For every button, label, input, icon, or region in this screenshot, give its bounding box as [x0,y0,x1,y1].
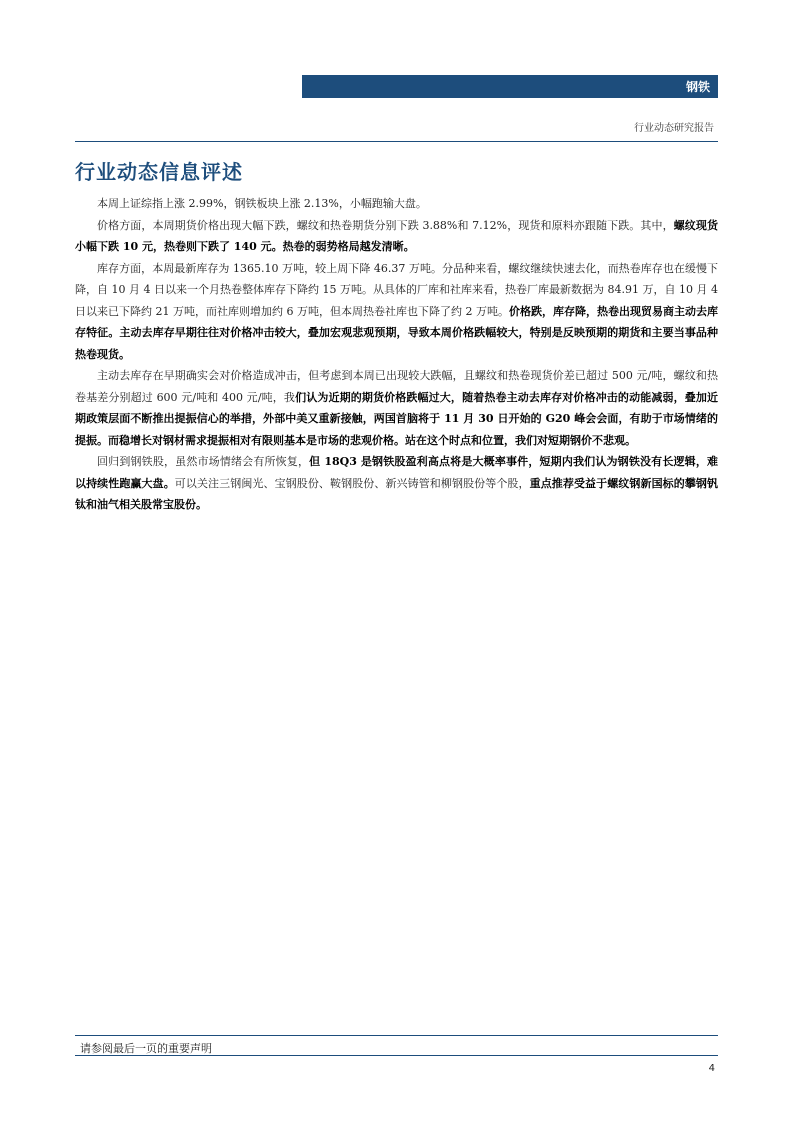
paragraph-text: 主动去库存在早期确实会对价格造成冲击，但考虑到本周已出现较大跌幅，且螺纹和热卷现货价差已超过 500 元/吨，螺纹和热卷基差分别超过 600 元/吨和 400 元/吨，我 [75,369,718,404]
report-type-label: 行业动态研究报告 [634,123,714,134]
paragraph-price [75,215,718,258]
footer-disclaimer: 请参阅最后一页的重要声明 [80,1042,212,1055]
header-divider [75,141,718,142]
header-bar [302,75,718,98]
body-text [75,193,718,516]
paragraph-outlook [75,365,718,451]
paragraph-text: 本周上证综指上涨 2.99%，钢铁板块上涨 2.13%，小幅跑输大盘。 [97,197,427,210]
paragraph-text: 可以关注三钢闽光、宝钢股份、鞍钢股份、新兴铸管和柳钢股份等个股， [174,476,530,490]
paragraph-emphasis: 重点推荐受益于螺纹钢新国标的攀钢钒钛和油气相关股常宝股份。 [75,476,719,511]
paragraph-inventory [75,258,718,366]
footer-divider-bottom [75,1055,718,1056]
footer-divider [75,1035,718,1036]
paragraph-market [75,193,718,215]
paragraph-emphasis: 螺纹现货小幅下跌 10 元，热卷则下跌了 140 元。热卷的弱势格局越发清晰。 [75,218,718,253]
industry-tag: 钢铁 [685,80,710,94]
paragraph-emphasis: 但 18Q3 是钢铁股盈利高点将是大概率事件，短期内我们认为钢铁没有长逻辑，难以持续性跑赢大盘。 [75,455,718,490]
paragraph-text: 回归到钢铁股，虽然市场情绪会有所恢复， [97,455,310,468]
section-title: 行业动态信息评述 [75,160,243,184]
paragraph-emphasis: 价格跌，库存降，热卷出现贸易商主动去库存特征。主动去库存早期往往对价格冲击较大，叠加宏观悲观预期，导致本周价格跌幅较大，特别是反映预期的期货和主要当事品种热卷现货。 [75,304,718,361]
paragraph-text: 价格方面，本周期货价格出现大幅下跌，螺纹和热卷期货分别下跌 3.88%和 7.12%，现货和原料亦跟随下跌。其中， [97,218,674,232]
page-number: 4 [708,1063,715,1074]
paragraph-text: 库存方面，本周最新库存为 1365.10 万吨，较上周下降 46.37 万吨。分品种来看，螺纹继续快速去化，而热卷库存也在缓慢下降，自 10 月 4 日以来一个月热卷整体库存下降约 15 万吨。从具体的厂库和社库来看，热卷厂库最新数据为 84.91 万，自 10 月 4 日以来已下降约 21 万吨，而社库则增加约 6 万吨，但本周热卷社库也下降了约 2 万吨。 [75,261,718,318]
paragraph-stocks [75,451,718,516]
paragraph-emphasis: 们认为近期的期货价格跌幅过大，随着热卷主动去库存对价格冲击的动能减弱，叠加近期政策层面不断推出提振信心的举措，外部中美又重新接触，两国首脑将于 11 月 30 日开始的 G20 峰会会面，有助于市场情绪的提振。而稳增长对钢材需求提振相对有限则基本是市场的悲观价格。站在这个时点和位置，我们对短期钢价不悲观。 [75,390,718,447]
